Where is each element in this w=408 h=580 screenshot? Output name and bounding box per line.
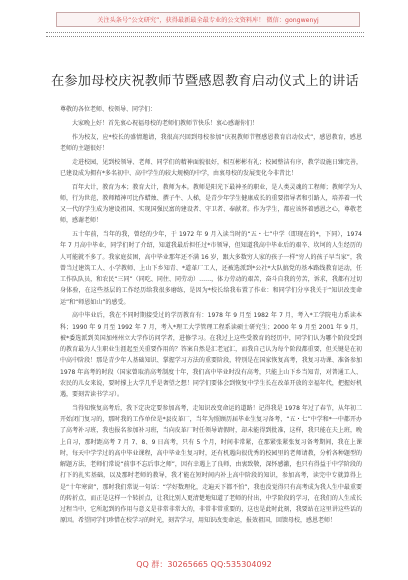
document-title: 在参加母校庆祝教师节暨感恩教育启动仪式上的讲话 bbox=[51, 74, 359, 89]
footer-contact: QQ 群：30265665 QQ:535304092 bbox=[136, 560, 272, 569]
paragraph: 五十年前，当年的我，曾经的少年，于 1972 年 9 月入读当时的“五・七”中学（即现在的*，下同），1974 年 7 月高中毕业，同学们时了介绍，知道我最后担任过*市领导，但知道我高中毕业后的艰辛、坎坷的人生经历的人可能就不多了。我家庭贫困，高中毕业那年还不满 16 岁，跟大多数穷人家的孩子一样“穷人的孩子早当家”，我曾当过建筑工人、小学教师、上山下乡知青、*道革厂工人，还被选派到*公社*大队搞党的基本路线教育运动，任工作队队员，和农民“三同”（同吃、同住、同劳动）……，体力劳动的艰苦，奋斗自我的劳苦，诉求，我都有过切身体验，在这些基层的工作经历给我很多磨练，是因为*校长给我布置了作业：和同学们分享我关于“知识改变命运”和“师恩如山”的感受。 bbox=[60, 231, 362, 306]
paragraph: 高中毕业后，我在不同时期接受过的学历教育有：1978 年 9 月至 1982 年 7 月，考入*工学院电力系读本科；1990 年 9 月至 1992 年 7 月，考入*理工大学管理工程系读硕士研究生；2000 年 9 月至 2001 年 9 月，被*委选派到美国加州州立大学作访问学者，进修学习。在我过上这些受教育的经历中，同学们认为哪个阶段受到的教育最为人生职业生涯起至关重要作用的？答案自然是汇老冠汇，而我自己认为每个阶段都重要，但关键是在初中高中阶段！那是青少年人基础知识、掌握学习方法的重要阶段，特别是在国家恢复高考，我复习功课、准备参加 1978 年高考的时段（国家曾取消高考制度十年，我们高中毕业时没有高考，只能上山下乡当知青，对普通工人、农民的儿女来说，要时撑上大学几乎是奢望之想！同学们要体会到恢复中学生长在改革开放的幸福年代，把握好机遇，要刻苦读书学习）。 bbox=[60, 312, 362, 398]
document-body bbox=[60, 104, 362, 529]
salutation: 尊敬的各位老师、校领导、同学们： bbox=[60, 106, 157, 113]
paragraph: 大家晚上好！首先衷心祝福母校的老师们教师节快乐！衷心感谢你们！ bbox=[72, 119, 259, 127]
header-rule-bottom bbox=[46, 36, 364, 37]
banner-text: 关注头条号“公文研究”，获得最新最全最专业的公文资料库！ 微信：gongwenyj bbox=[97, 17, 319, 24]
paragraph: 当得知恢复高考后，我下定决定要参加高考，走知识改变命运的道路！记得我是 1978 年过了春节，从年初二开始闭门复习的，那时我的工作单位是*县皮革厂，当年为照顾历届毕业生复习备考，“五・七”中学和*一中都开办了高考补习班，我也报名参加补习班，当向皮革厂时任领导请假时，却未能得到批准，这样，我只能在夫上班，晚上自习，那时距高考 7 月 7、8、9 日高考，只有 5 个月，时间非常紧，在那紧张紧张复习备考期间，我在上课时，每天中学学过的高中毕业课程，高中毕业生复习时，还有机遇向很优秀的校园里的老师请教，分析各种题型的解题方法，老师们常说“前事不忘后事之师”，因有幸遇上了良师，由衷致敬，深怀感激，也只有得益于中学阶段的打下的扎实基础，以及那时老师的教导，我才能在短时间内补上高中阶段的知识，参加高考，读完中专就算得上是“十年寒窗”，那时我们常说一句话：“学好数理化，走遍天下都不怕”，我也没觉得只有高考成为我人生中最重要的转折点，而正是这样一个转折点，让我比别人更清楚地知道了老师的付出，中学阶段的学习，在我们的人生成长过程当中，它所起到的作用与意义是非常非常大的，非常非常重要的，这也是此时此刻，我要站在这里讲这些话的原因。希望同学们珍惜在校学习的时光，刻苦学习，用知识改变命运，报效祖国，回馈母校，感恩老师！ bbox=[60, 404, 362, 525]
paragraph: 百年大计，教育为本；教育大计，教师为本。教师是阳光下最神圣的职业，是人类灵魂的工程师；教师学为人师，行为世范，教师精神可比作蜡烛、撰子牛、人梯，是青少年学生健康成长的重要指导者和引路人，培养着一代又一代的学生成为建设祖国、实现国强民富的建设者、守卫者、奉献者。作为学生，都应该怀着感恩之心，尊敬老师，感谢老师！ bbox=[60, 183, 362, 225]
header-rule-top bbox=[46, 32, 364, 33]
paragraph: 作为校友，应*校长的盛情邀请，我很高兴回到母校参加“庆祝教师节暨感恩教育启动仪式”，感恩教育，感恩老师的主题很好！ bbox=[60, 133, 362, 152]
paragraph: 走进校园，见到校领导、老师、同学们的精神面貌很好，相互彬彬有礼；校园整洁有序，教学设施日臻完善，已建设成为拥有*多名初中、高中学生的较大规模的中学，由衷母校的发展变化今非昔比！ bbox=[60, 158, 362, 177]
footer bbox=[0, 552, 408, 571]
header-banner bbox=[56, 12, 360, 27]
